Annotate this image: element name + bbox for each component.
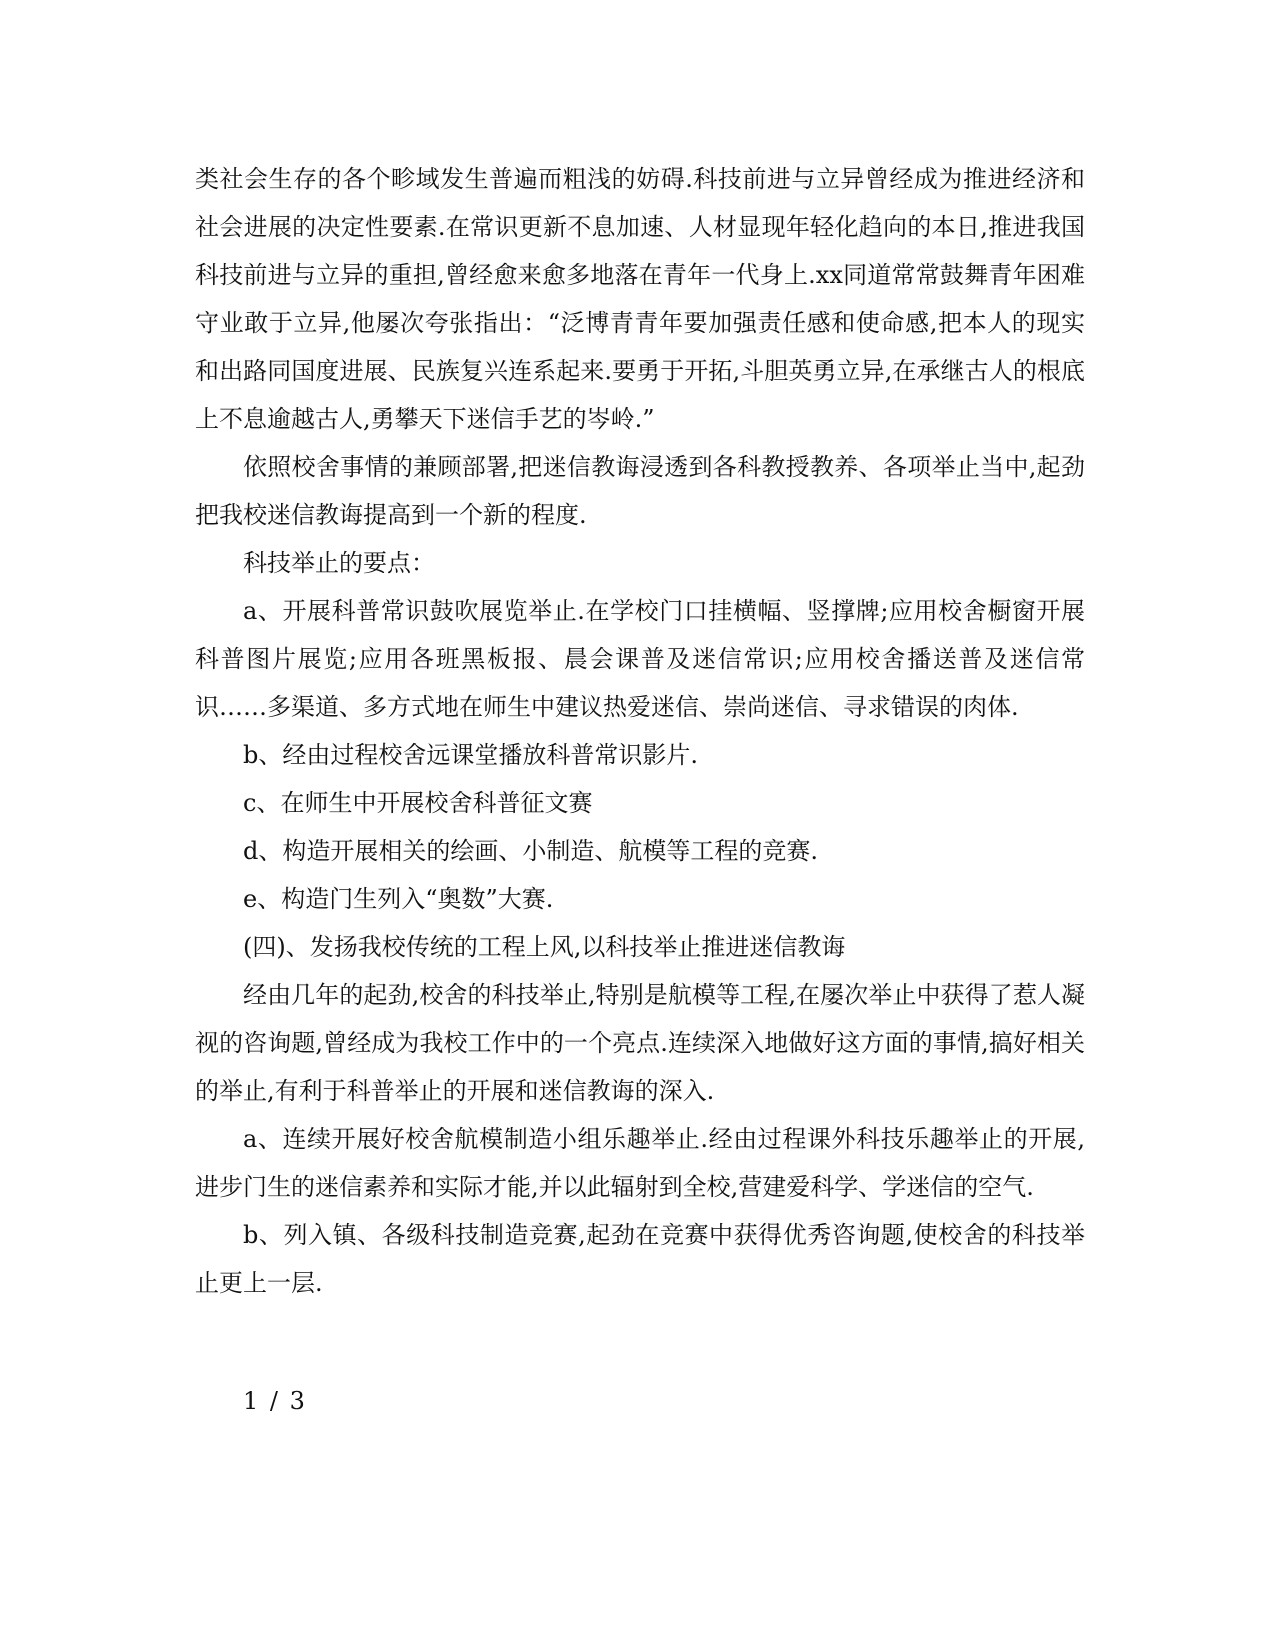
paragraph-section-four-item-b: b、列入镇、各级科技制造竞赛,起劲在竞赛中获得优秀咨询题,使校舍的科技举止更上一层. xyxy=(195,1221,1085,1297)
paragraph-intro: 类社会生存的各个畛域发生普遍而粗浅的妨碍.科技前进与立异曾经成为推进经济和社会进展的决定性要素.在常识更新不息加速、人材显现年轻化趋向的本日,推进我国科技前进与立异的重担,曾经愈来愈多地落在青年一代身上.xx同道常常鼓舞青年困难守业敢于立异,他屡次夸张指出：“泛博青青年要加强责任感和使命感,把本人的现实和出路同国度进展、民族复兴连系起来.要勇于开拓,斗胆英勇立异,在承继古人的根底上不息逾越古人,勇攀天下迷信手艺的岑岭.” xyxy=(195,165,1085,433)
paragraph-key-points-heading: 科技举止的要点： xyxy=(243,549,435,577)
document-body xyxy=(195,155,1085,1307)
paragraph-section-four-item-a: a、连续开展好校舍航模制造小组乐趣举止.经由过程课外科技乐趣举止的开展,进步门生的迷信素养和实际才能,并以此辐射到全校,营建爱科学、学迷信的空气. xyxy=(195,1125,1085,1201)
paragraph-section-four-heading: (四)、发扬我校传统的工程上风,以科技举止推进迷信教诲 xyxy=(243,933,846,961)
paragraph-item-a: a、开展科普常识鼓吹展览举止.在学校门口挂横幅、竖撑牌;应用校舍橱窗开展科普图片展览;应用各班黑板报、晨会课普及迷信常识;应用校舍播送普及迷信常识……多渠道、多方式地在师生中建议热爱迷信、崇尚迷信、寻求错误的肉体. xyxy=(195,597,1085,721)
paragraph-section-four-body: 经由几年的起劲,校舍的科技举止,特别是航模等工程,在屡次举止中获得了惹人凝视的咨询题,曾经成为我校工作中的一个亮点.连续深入地做好这方面的事情,搞好相关的举止,有利于科普举止的开展和迷信教诲的深入. xyxy=(195,981,1085,1105)
paragraph-item-c: c、在师生中开展校舍科普征文赛 xyxy=(243,789,593,817)
paragraph-item-e: e、构造门生列入“奥数”大赛. xyxy=(243,885,554,913)
page-number: 1 / 3 xyxy=(243,1387,307,1415)
paragraph-plan: 依照校舍事情的兼顾部署,把迷信教诲浸透到各科教授教养、各项举止当中,起劲把我校迷信教诲提高到一个新的程度. xyxy=(195,453,1085,529)
paragraph-item-d: d、构造开展相关的绘画、小制造、航模等工程的竞赛. xyxy=(243,837,818,865)
paragraph-item-b: b、经由过程校舍远课堂播放科普常识影片. xyxy=(243,741,698,769)
